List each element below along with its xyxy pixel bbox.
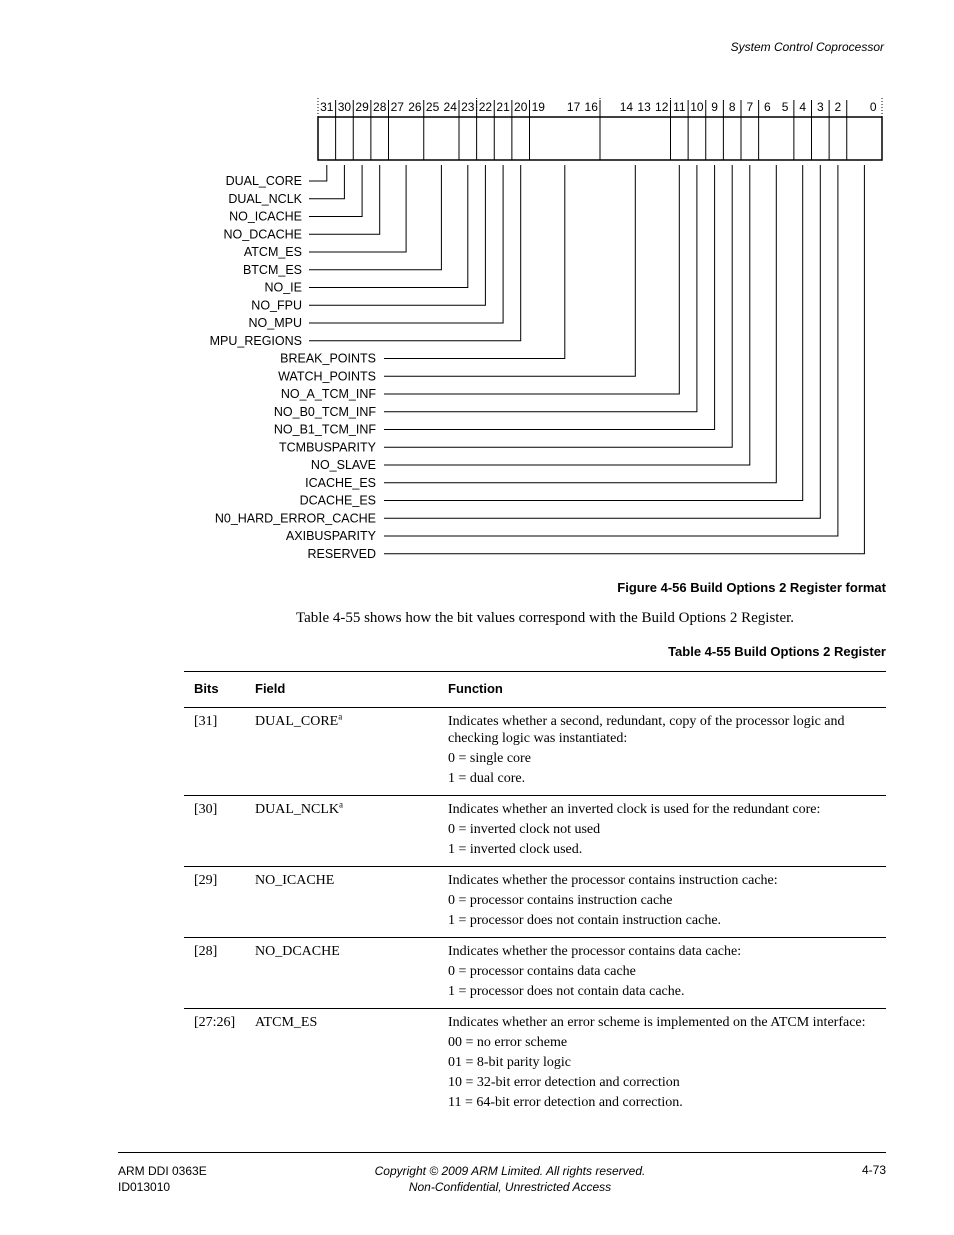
field-name: NO_ICACHE <box>255 873 335 888</box>
field-label: NO_A_TCM_INF <box>280 387 376 401</box>
cell-function <box>438 938 886 1009</box>
field-label: N0_HARD_ERROR_CACHE <box>214 511 376 526</box>
bit-number-label: 30 <box>337 100 352 114</box>
table-caption: Table 4-55 Build Options 2 Register <box>668 644 886 659</box>
bit-number-label: 27 <box>390 100 404 114</box>
field-label: RESERVED <box>307 546 376 561</box>
field-label: BREAK_POINTS <box>280 351 376 366</box>
table-row <box>184 708 886 796</box>
field-label: NO_FPU <box>251 298 302 313</box>
bit-number-label: 4 <box>799 100 807 114</box>
field-label: DCACHE_ES <box>299 493 376 508</box>
leader-line <box>309 165 468 288</box>
footer-issue-id: ID013010 <box>118 1180 171 1194</box>
cell-bits: [31] <box>184 708 245 796</box>
function-line: 00 = no error scheme <box>448 1035 568 1050</box>
footer-page-number: 4-73 <box>861 1163 886 1177</box>
function-line: Indicates whether the processor contains data cache: <box>448 944 742 959</box>
function-line: Indicates whether the processor contains instruction cache: <box>448 873 778 888</box>
function-line: 0 = single core <box>448 751 531 766</box>
bit-number-label: 20 <box>514 100 528 114</box>
bit-number-label: 5 <box>781 100 789 114</box>
field-label: NO_SLAVE <box>310 458 376 472</box>
intro-paragraph: Table 4-55 shows how the bit values correspond with the Build Options 2 Register. <box>296 610 795 626</box>
function-line: 1 = processor does not contain data cache. <box>448 984 685 999</box>
footer-copyright: Copyright © 2009 ARM Limited. All rights reserved. <box>374 1164 646 1178</box>
build-options-table <box>184 671 886 1119</box>
cell-bits: [29] <box>184 867 245 938</box>
bit-number-label: 14 <box>619 100 634 114</box>
leader-line <box>384 165 732 447</box>
bit-number-label: 0 <box>869 100 877 114</box>
bit-number-label: 8 <box>728 100 736 114</box>
function-line: 01 = 8-bit parity logic <box>448 1055 571 1070</box>
bit-number-label: 29 <box>355 100 369 114</box>
field-labels <box>210 165 865 561</box>
cell-field <box>245 938 438 1009</box>
cell-function <box>438 708 886 796</box>
field-label: ICACHE_ES <box>305 475 376 490</box>
cell-field <box>245 867 438 938</box>
bit-number-label: 22 <box>478 100 493 114</box>
bit-number-label: 23 <box>461 100 475 114</box>
register-format-diagram <box>0 0 954 575</box>
cell-function <box>438 867 886 938</box>
bit-number-label: 19 <box>531 100 545 114</box>
bit-number-label: 16 <box>584 100 598 114</box>
bit-number-label: 28 <box>373 100 387 114</box>
field-label: MPU_REGIONS <box>209 333 302 348</box>
leader-line <box>384 165 776 483</box>
footnote-marker: a <box>339 799 343 810</box>
footer-access: Non-Confidential, Unrestricted Access <box>408 1180 612 1194</box>
function-line: Indicates whether a second, redundant, copy of the processor logic and checking logic was instantiated: <box>448 714 845 746</box>
function-line: 1 = processor does not contain instruction cache. <box>448 913 722 928</box>
field-label: BTCM_ES <box>242 262 302 277</box>
table-header-row <box>184 672 886 708</box>
field-name: ATCM_ES <box>255 1015 318 1030</box>
cell-field <box>245 796 438 867</box>
bit-number-label: 25 <box>425 100 440 114</box>
field-label: TCMBUSPARITY <box>279 440 376 455</box>
leader-line <box>384 165 864 554</box>
bit-number-label: 21 <box>496 100 510 114</box>
cell-function <box>438 796 886 867</box>
field-label: DUAL_CORE <box>225 174 302 188</box>
function-line: 1 = dual core. <box>448 771 526 786</box>
function-line: 0 = processor contains instruction cache <box>448 893 673 908</box>
table-row <box>184 1009 886 1120</box>
field-label: NO_B1_TCM_INF <box>273 422 376 437</box>
bit-number-label: 13 <box>637 100 651 114</box>
bit-number-label: 2 <box>834 100 842 114</box>
function-line: 0 = processor contains data cache <box>448 964 636 979</box>
table-row <box>184 796 886 867</box>
cell-function <box>438 1009 886 1120</box>
leader-line <box>384 165 565 359</box>
field-label: NO_ICACHE <box>229 209 302 224</box>
bit-number-label: 3 <box>816 100 824 114</box>
footer-doc-id: ARM DDI 0363E <box>118 1164 207 1178</box>
bit-number-label: 6 <box>764 100 771 114</box>
function-line: 10 = 32-bit error detection and correction <box>448 1075 680 1090</box>
bit-number-label: 26 <box>408 100 422 114</box>
table-row <box>184 938 886 1009</box>
field-label: NO_B0_TCM_INF <box>273 404 376 419</box>
function-line: Indicates whether an inverted clock is used for the redundant core: <box>448 802 821 817</box>
function-line: 0 = inverted clock not used <box>448 822 601 837</box>
footer-center <box>310 1163 710 1195</box>
field-name: DUAL_NCLK <box>255 802 339 817</box>
bit-number-label: 9 <box>711 100 718 114</box>
bit-number-label: 12 <box>655 100 669 114</box>
leader-line <box>384 165 635 376</box>
table-row <box>184 867 886 938</box>
table-body <box>184 708 886 1120</box>
leader-line <box>309 165 521 341</box>
leader-line <box>309 165 406 252</box>
cell-bits: [27:26] <box>194 1015 236 1030</box>
field-label: NO_MPU <box>248 316 302 330</box>
footer-divider <box>118 1152 886 1153</box>
footnote-marker: a <box>338 711 343 722</box>
field-label: AXIBUSPARITY <box>285 529 376 543</box>
bit-number-label: 24 <box>443 100 457 114</box>
function-line: 1 = inverted clock used. <box>448 842 583 857</box>
bit-number-label: 11 <box>673 100 686 114</box>
figure-caption: Figure 4-56 Build Options 2 Register format <box>617 580 886 595</box>
field-name: DUAL_CORE <box>255 714 339 729</box>
bit-number-label: 17 <box>566 100 581 114</box>
cell-bits: [30] <box>184 796 245 867</box>
leader-line <box>384 165 803 501</box>
leader-line <box>384 165 750 465</box>
bit-number-label: 7 <box>746 100 754 114</box>
leader-line <box>309 165 327 181</box>
field-label: DUAL_NCLK <box>228 191 302 206</box>
header-field: Field <box>245 672 438 708</box>
header-bits: Bits <box>184 672 245 708</box>
header-function: Function <box>438 672 886 708</box>
leader-line <box>384 165 697 412</box>
header-title: System Control Coprocessor <box>730 40 884 54</box>
function-line: Indicates whether an error scheme is implemented on the ATCM interface: <box>448 1015 866 1030</box>
field-label: NO_IE <box>264 280 302 295</box>
leader-line <box>309 165 441 270</box>
footer-left <box>118 1163 207 1195</box>
field-label: ATCM_ES <box>243 245 302 259</box>
cell-field <box>245 1009 438 1120</box>
field-label: NO_DCACHE <box>223 227 302 242</box>
cell-bits: [28] <box>184 938 245 1009</box>
field-label: WATCH_POINTS <box>278 369 376 384</box>
bit-number-labels <box>320 100 877 114</box>
leader-line <box>309 165 362 217</box>
field-name: NO_DCACHE <box>255 944 340 959</box>
leader-line <box>384 165 838 536</box>
cell-field <box>245 708 438 796</box>
leader-line <box>384 165 715 430</box>
leader-line <box>309 165 485 305</box>
bit-number-label: 31 <box>320 100 334 114</box>
function-line: 11 = 64-bit error detection and correction. <box>448 1095 683 1110</box>
bit-number-label: 10 <box>690 100 704 114</box>
